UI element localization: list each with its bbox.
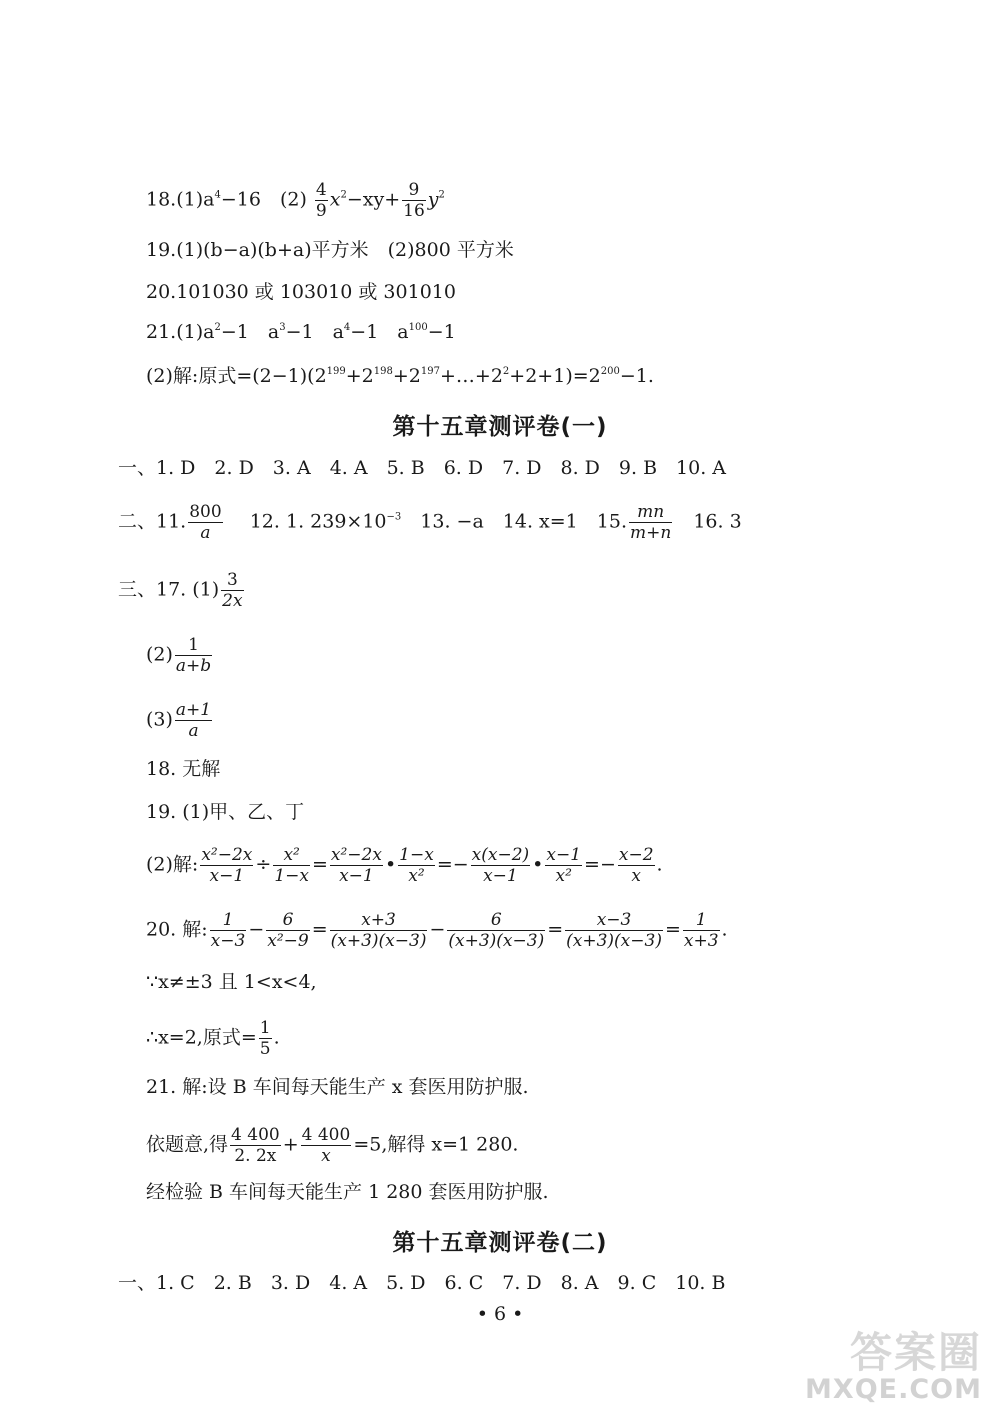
fraction: $\frac{1}{x-3}$ [210, 910, 246, 951]
answer-17-2: (2) $\frac{1}{a+b}$ [146, 635, 212, 676]
watermark-text: 答案圈 [849, 1328, 982, 1377]
section-heading: 第十五章测评卷(一) [392, 414, 608, 440]
answer-19: 19.(1)(b−a)(b+a)平方米 (2)800 平方米 [146, 239, 514, 261]
answer-18: $18.(1)a^4-16$ (2) $\frac{4}{9}$ $x^2-xy+$ $\frac{9}{16}$ $y^2$ [146, 180, 445, 221]
multiple-choice-answers: 一、1. C 2. B 3. D 4. A 5. D 6. C 7. D 8. A 9. C 10. B [118, 1272, 726, 1294]
fraction: $\frac{1}{a+b}$ [175, 635, 212, 676]
fraction: $\frac{4 400}{x}$ [301, 1125, 351, 1166]
answer-21-2: (2)解:原式$=(2-1)(2^{199}+2^{198}+2^{197}+\dots+2^2+2+1)=2^{200}-1$. [146, 365, 654, 387]
answer-21-1: $21.(1)a^2-1$ $a^3-1$ $a^4-1$ $a^{100}-1$ [146, 321, 456, 343]
fraction: $\frac{\text{x²}}{1-x}$ [274, 845, 309, 886]
fraction: $\frac{x-3}{(x+3)(x-3)}$ [566, 910, 662, 951]
fraction: $\frac{\text{x²−2x}}{x-1}$ [201, 845, 253, 886]
answer-17-3: (3) $\frac{a+1}{a}$ [146, 700, 212, 741]
multiple-choice-answers: 一、1. D 2. D 3. A 4. A 5. B 6. D 7. D 8. D 9. B 10. A [118, 457, 727, 479]
fraction: $\frac{6}{(x+3)(x-3)}$ [448, 910, 545, 951]
fraction: $\frac{4}{9}$ [315, 180, 327, 221]
fraction: $\frac{x+3}{(x+3)(x-3)}$ [330, 910, 427, 951]
fraction: $\frac{mn}{m+n}$ [629, 502, 672, 543]
watermark-url: MXQE.COM [805, 1374, 982, 1405]
fill-in-answers: 二、11. $\frac{800}{a}$ 12. 1. $239\times 10^{-3}$ 13. −a 14. x=1 15. $\frac{mn}{m+n}$ 16. 3 [118, 502, 742, 543]
fraction: $\frac{4 400}{2. 2x}$ [231, 1125, 280, 1166]
fraction: $\frac{\text{x²−2x}}{x-1}$ [330, 845, 382, 886]
therefore-line: ∴x=2,原式= $\frac{1}{5}$ . [146, 1018, 280, 1059]
answer-17-1: 三、17. (1) $\frac{3}{2x}$ [118, 570, 243, 611]
fraction: $\frac{1}{x+3}$ [683, 910, 719, 951]
answer-18-test1: 18. 无解 [146, 758, 221, 780]
fraction: $\frac{x-2}{x}$ [618, 845, 654, 886]
answer-20: 20.101030 或 103010 或 301010 [146, 281, 456, 303]
fraction: $\frac{1-x}{\text{x²}}$ [399, 845, 434, 886]
section-heading: 第十五章测评卷(二) [392, 1230, 608, 1256]
because-line: ∵x≠±3 且 1<x<4, [146, 971, 317, 993]
answer-19-1: 19. (1)甲、乙、丁 [146, 801, 305, 823]
fraction: $\frac{x(x-2)}{x-1}$ [471, 845, 530, 886]
fraction: $\frac{3}{2x}$ [222, 570, 243, 611]
fraction: $\frac{800}{a}$ [189, 502, 222, 543]
page-number: • 6 • [476, 1303, 524, 1325]
fraction: $\frac{6}{\text{x²−9}}$ [267, 910, 309, 951]
fraction: $\frac{a+1}{a}$ [175, 700, 212, 741]
answer-21-equation: 依题意,得 $\frac{4 400}{2. 2x}$ + $\frac{4 400}{x}$ =5,解得 x=1 280. [146, 1125, 519, 1166]
answer-20-test1: 20. 解: $\frac{1}{x-3}$ − $\frac{6}{\text{x²−9}}$ = $\frac{x+3}{(x+3)(x-3)}$ − $\frac{6}{(x+3)(x-3)}$ = $\frac{x-3}{(x+3)(x-3)}$ = $\frac{1}{x+3}$ . [146, 910, 728, 951]
fraction: $\frac{1}{5}$ [259, 1018, 271, 1059]
answer-21-check: 经检验 B 车间每天能生产 1 280 套医用防护服. [146, 1181, 549, 1203]
answer-19-2: (2)解: $\frac{\text{x²−2x}}{x-1}$ ÷ $\frac{\text{x²}}{1-x}$ = $\frac{\text{x²−2x}}{x-1}$ • $\frac{1-x}{\text{x²}}$ =− $\frac{x(x-2)}{x-1}$ • $\frac{x-1}{\text{x²}}$ =− $\frac{x-2}{x}$ . [146, 845, 663, 886]
answer-21-test1: 21. 解:设 B 车间每天能生产 x 套医用防护服. [146, 1076, 529, 1098]
watermark-logo [742, 1320, 992, 1410]
fraction: $\frac{9}{16}$ [403, 180, 425, 221]
fraction: $\frac{x-1}{\text{x²}}$ [546, 845, 582, 886]
